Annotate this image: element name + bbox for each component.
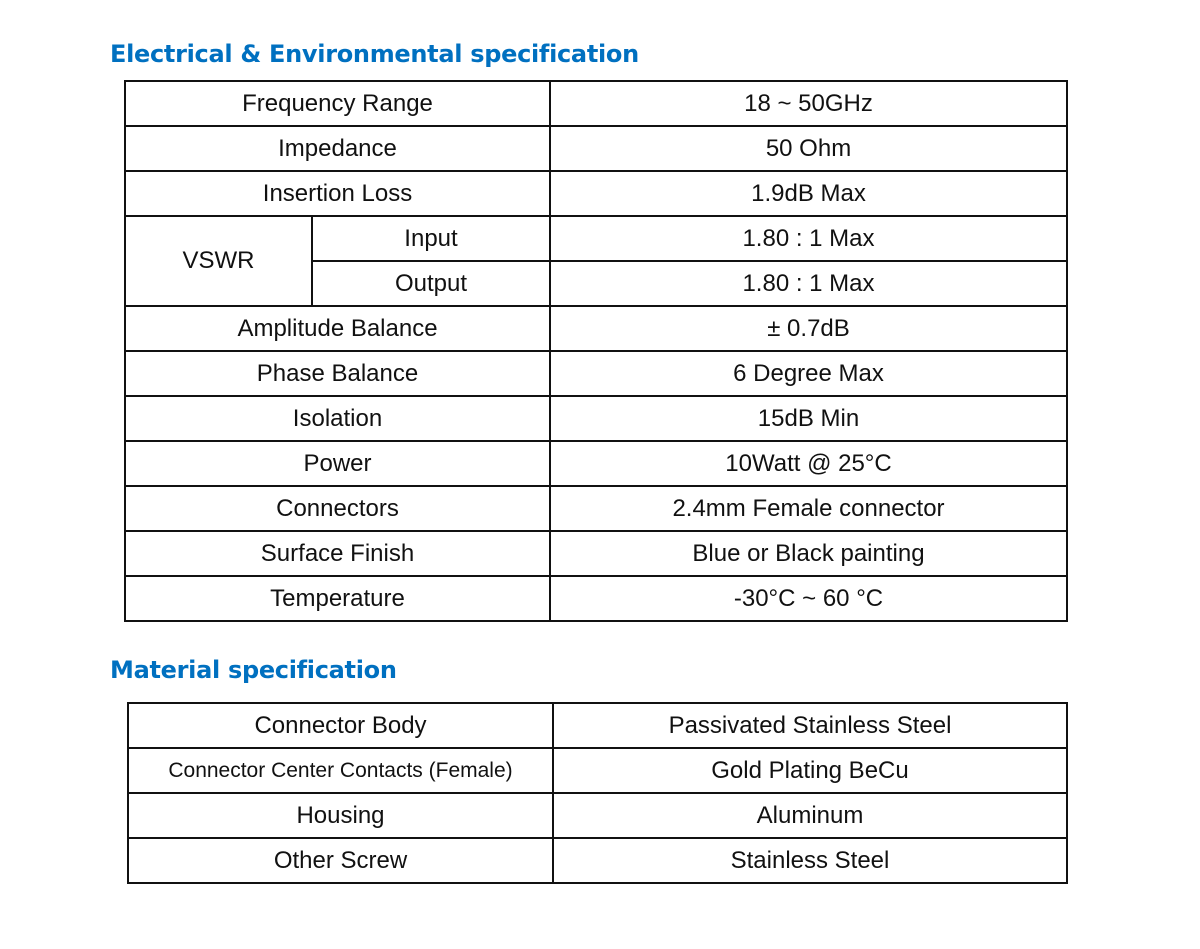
spec-value-connectors: 2.4mm Female connector (550, 486, 1067, 531)
spec-label-temperature: Temperature (125, 576, 550, 621)
spec-label-frequency-range: Frequency Range (125, 81, 550, 126)
spec-label-connectors: Connectors (125, 486, 550, 531)
material-spec-heading: Material specification (110, 656, 397, 684)
spec-value-vswr-output: 1.80 : 1 Max (550, 261, 1067, 306)
spec-label-insertion-loss: Insertion Loss (125, 171, 550, 216)
spec-label-impedance: Impedance (125, 126, 550, 171)
spec-value-impedance: 50 Ohm (550, 126, 1067, 171)
material-label-other-screw: Other Screw (128, 838, 553, 883)
spec-value-amplitude-balance: ± 0.7dB (550, 306, 1067, 351)
spec-value-insertion-loss: 1.9dB Max (550, 171, 1067, 216)
table-row (125, 351, 1067, 396)
table-row (125, 216, 1067, 261)
table-row (125, 171, 1067, 216)
material-value-center-contacts: Gold Plating BeCu (553, 748, 1067, 793)
spec-sublabel-vswr-input: Input (312, 216, 550, 261)
electrical-spec-table (124, 80, 1068, 622)
material-value-other-screw: Stainless Steel (553, 838, 1067, 883)
table-row (125, 81, 1067, 126)
spec-value-isolation: 15dB Min (550, 396, 1067, 441)
spec-value-phase-balance: 6 Degree Max (550, 351, 1067, 396)
spec-label-amplitude-balance: Amplitude Balance (125, 306, 550, 351)
table-row (128, 748, 1067, 793)
material-label-center-contacts: Connector Center Contacts (Female) (128, 748, 553, 793)
table-row (125, 441, 1067, 486)
material-label-housing: Housing (128, 793, 553, 838)
spec-value-vswr-input: 1.80 : 1 Max (550, 216, 1067, 261)
electrical-spec-heading: Electrical & Environmental specification (110, 40, 639, 68)
spec-label-power: Power (125, 441, 550, 486)
table-row (125, 531, 1067, 576)
table-row (125, 306, 1067, 351)
spec-sublabel-vswr-output: Output (312, 261, 550, 306)
table-row (125, 576, 1067, 621)
table-row (125, 126, 1067, 171)
material-label-connector-body: Connector Body (128, 703, 553, 748)
table-row (125, 396, 1067, 441)
spec-value-temperature: -30°C ~ 60 °C (550, 576, 1067, 621)
material-value-housing: Aluminum (553, 793, 1067, 838)
spec-value-frequency-range: 18 ~ 50GHz (550, 81, 1067, 126)
spec-label-phase-balance: Phase Balance (125, 351, 550, 396)
spec-value-surface-finish: Blue or Black painting (550, 531, 1067, 576)
spec-label-vswr: VSWR (125, 216, 312, 306)
table-row (128, 793, 1067, 838)
spec-value-power: 10Watt @ 25°C (550, 441, 1067, 486)
material-value-connector-body: Passivated Stainless Steel (553, 703, 1067, 748)
table-row (128, 703, 1067, 748)
spec-label-isolation: Isolation (125, 396, 550, 441)
table-row (125, 486, 1067, 531)
spec-label-surface-finish: Surface Finish (125, 531, 550, 576)
material-spec-table (127, 702, 1068, 884)
table-row (128, 838, 1067, 883)
